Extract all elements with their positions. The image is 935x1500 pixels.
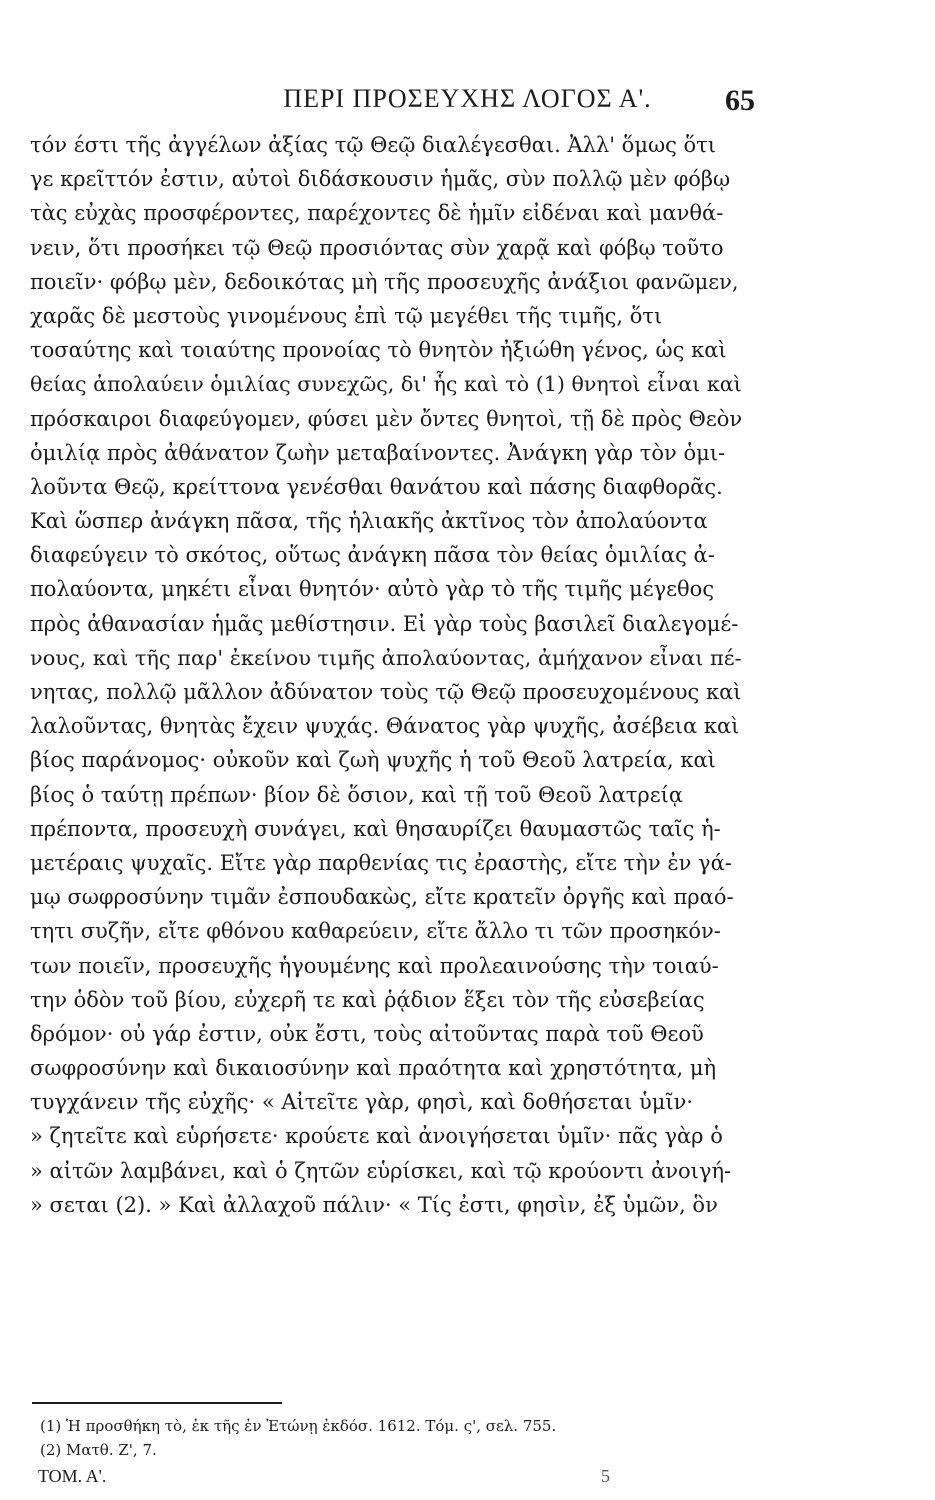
signature-mark: 5: [601, 1466, 610, 1486]
text-line: τόν έστι τῆς ἀγγέλων ἀξίας τῷ Θεῷ διαλέγεσθαι. Ἀλλ' ὅμως ὅτι: [30, 133, 717, 157]
text-line: την ὁδὸν τοῦ βίου, εὐχερῆ τε καὶ ῥᾴδιον ἕξει τὸν τῆς εὐσεβείας: [30, 987, 705, 1012]
text-line: πρόσκαιροι διαφεύγομεν, φύσει μὲν ὄντες θνητοὶ, τῇ δὲ πρὸς Θεὸν: [30, 406, 742, 431]
text-line: βίος ὁ ταύτῃ πρέπων· βίον δὲ ὅσιον, καὶ τῇ τοῦ Θεοῦ λατρείᾳ: [30, 782, 684, 807]
text-line: νους, καὶ τῆς παρ' ἐκείνου τιμῆς ἀπολαύοντας, ἀμήχανον εἶναι πέ-: [30, 645, 742, 670]
text-line: βίος παράνομος· οὐκοῦν καὶ ζωὴ ψυχῆς ἡ τοῦ Θεοῦ λατρεία, καὶ: [30, 748, 716, 773]
text-line: τοσαύτης καὶ τοιαύτης προνοίας τὸ θνητὸν ἠξιώθη γένος, ὡς καὶ: [30, 338, 727, 363]
footnote: (2) Ματθ. Ζ', 7.: [40, 1441, 157, 1459]
text-line: πολαύοντα, μηκέτι εἶναι θνητόν· αὐτὸ γὰρ τὸ τῆς τιμῆς μέγεθος: [30, 577, 715, 602]
text-line: τητι συζῆν, εἴτε φθόνου καθαρεύειν, εἴτε ἄλλο τι τῶν προσηκόν-: [30, 919, 721, 944]
text-line: των ποιεῖν, προσευχῆς ἡγουμένης καὶ προλεαινούσης τὴν τοιαύ-: [30, 953, 719, 978]
text-line: » σεται (2). » Καὶ ἀλλαχοῦ πάλιν· « Τίς ἐστι, φησὶν, ἐξ ὑμῶν, ὃν: [30, 1192, 718, 1217]
footnotes: [40, 1414, 720, 1462]
text-line: μῳ σωφροσύνην τιμᾶν ἐσπουδακὼς, εἴτε κρατεῖν ὀργῆς καὶ πραό-: [30, 885, 734, 910]
text-line: Καὶ ὥσπερ ἀνάγκη πᾶσα, τῆς ἡλιακῆς ἀκτῖνος τὸν ἀπολαύοντα: [30, 509, 708, 534]
text-line: ὁμιλίᾳ πρὸς ἀθάνατον ζωὴν μεταβαίνοντες. Ἀνάγκη γὰρ τὸν ὁμι-: [30, 440, 726, 465]
text-line: πρέποντα, προσευχὴ συνάγει, καὶ θησαυρίζει θαυμαστῶς ταῖς ἡ-: [30, 816, 721, 841]
text-line: » αἰτῶν λαμβάνει, καὶ ὁ ζητῶν εὑρίσκει, καὶ τῷ κρούοντι ἀνοιγή-: [30, 1158, 732, 1183]
signature-line: [38, 1466, 718, 1496]
text-line: νειν, ὅτι προσήκει τῷ Θεῷ προσιόντας σὺν χαρᾷ καὶ φόβῳ τοῦτο: [30, 235, 724, 260]
text-line: λαλοῦντας, θνητὰς ἔχειν ψυχάς. Θάνατος γὰρ ψυχῆς, ἀσέβεια καὶ: [30, 714, 740, 739]
text-line: μετέραις ψυχαῖς. Εἴτε γὰρ παρθενίας τις ἐραστὴς, εἴτε τὴν ἐν γά-: [30, 850, 732, 875]
page-header: [0, 78, 935, 126]
text-line: » ζητεῖτε καὶ εὑρήσετε· κρούετε καὶ ἀνοιγήσεται ὑμῖν· πᾶς γὰρ ὁ: [30, 1124, 723, 1149]
text-line: πρὸς ἀθανασίαν ἡμᾶς μεθίστησιν. Εἰ γὰρ τοὺς βασιλεῖ διαλεγομέ-: [30, 611, 739, 636]
volume-mark: ΤΟΜ. Α'.: [38, 1466, 107, 1486]
text-line: τυγχάνειν τῆς εὐχῆς· « Αἰτεῖτε γὰρ, φησὶ, καὶ δοθήσεται ὑμῖν·: [30, 1090, 694, 1115]
text-line: ποιεῖν· φόβῳ μὲν, δεδοικότας μὴ τῆς προσευχῆς ἀνάξιοι φανῶμεν,: [30, 269, 739, 294]
text-line: νητας, πολλῷ μᾶλλον ἀδύνατον τοὺς τῷ Θεῷ προσευχομένους καὶ: [30, 680, 742, 704]
text-line: θείας ἀπολαύειν ὁμιλίας συνεχῶς, δι' ἧς καὶ τὸ (1) θνητοὶ εἶναι καὶ: [30, 372, 742, 397]
text-line: δρόμον· οὐ γάρ ἐστιν, οὐκ ἔστι, τοὺς αἰτοῦντας παρὰ τοῦ Θεοῦ: [30, 1021, 704, 1046]
footnote: (1) Ἡ προσθήκη τὸ, ἐκ τῆς ἐν Ἐτώνῃ ἐκδόσ. 1612. Τόμ. ς', σελ. 755.: [40, 1417, 557, 1435]
text-line: σωφροσύνην καὶ δικαιοσύνην καὶ πραότητα καὶ χρηστότητα, μὴ: [30, 1056, 717, 1081]
running-title: ΠΕΡΙ ΠΡΟΣΕΥΧΗΣ ΛΟΓΟΣ Α'.: [283, 84, 652, 113]
text-line: χαρᾶς δὲ μεστοὺς γινομένους ἐπὶ τῷ μεγέθει τῆς τιμῆς, ὅτι: [30, 303, 663, 328]
footnote-rule: [32, 1402, 282, 1404]
text-line: λοῦντα Θεῷ, κρείττονα γενέσθαι θανάτου καὶ πάσης διαφθορᾶς.: [30, 474, 723, 499]
text-line: τὰς εὐχὰς προσφέροντες, παρέχοντες δὲ ἡμῖν εἰδέναι καὶ μανθά-: [30, 201, 724, 226]
body-text: [30, 128, 742, 1222]
text-line: γε κρεῖττόν ἐστιν, αὐτοὶ διδάσκουσιν ἡμᾶς, σὺν πολλῷ μὲν φόβῳ: [30, 167, 731, 192]
text-line: διαφεύγειν τὸ σκότος, οὕτως ἀνάγκη πᾶσα τὸν θείας ὁμιλίας ἀ-: [30, 543, 715, 568]
page-number: 65: [725, 84, 755, 117]
